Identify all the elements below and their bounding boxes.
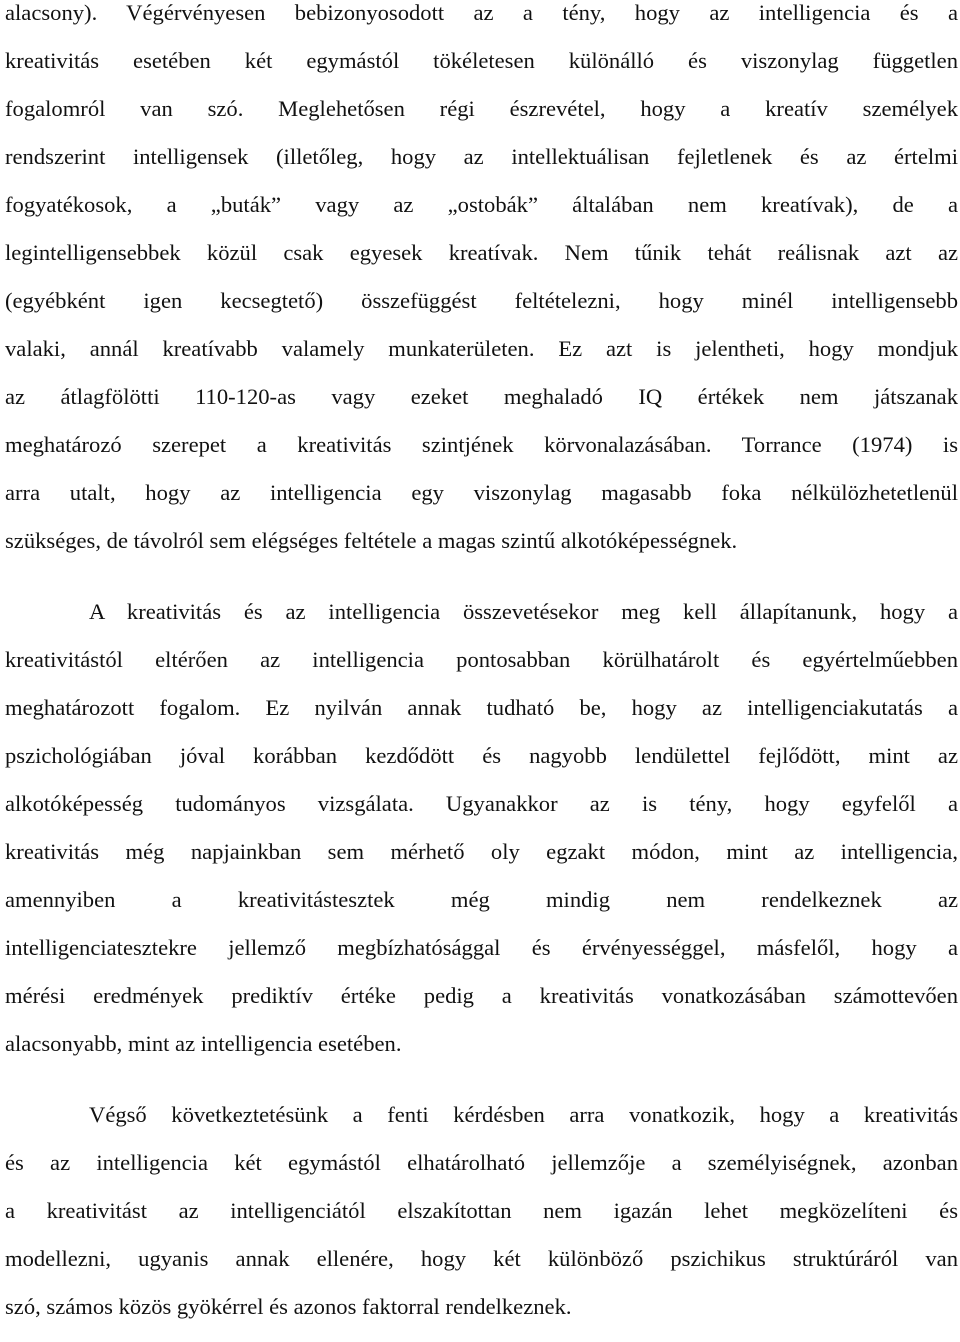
text-line: arra utalt, hogy az intelligencia egy viszonylag magasabb foka nélkülözhetetlenül: [5, 480, 958, 505]
text-line: és az intelligencia két egymástól elhatárolható jellemzője a személyiségnek, azonban: [5, 1150, 958, 1175]
text-line: intelligenciatesztekre jellemző megbízhatósággal és érvényességgel, másfelől, hogy a: [5, 935, 958, 960]
text-line: rendszerint intelligensek (illetőleg, hogy az intellektuálisan fejletlenek és az értelmi: [5, 144, 958, 169]
text-line: mérési eredmények prediktív értéke pedig a kreativitás vonatkozásában számottevően: [5, 983, 958, 1008]
text-line: A kreativitás és az intelligencia összevetésekor meg kell állapítanunk, hogy a: [89, 599, 958, 624]
text-line: valaki, annál kreatívabb valamely munkaterületen. Ez azt is jelentheti, hogy mondjuk: [5, 336, 958, 361]
text-line: meghatározó szerepet a kreativitás szintjének körvonalazásában. Torrance (1974) is: [5, 432, 958, 457]
text-line: a kreativitást az intelligenciától elszakítottan nem igazán lehet megközelíteni és: [5, 1198, 958, 1223]
text-line: amennyiben a kreativitástesztek még mindig nem rendelkeznek az: [5, 887, 958, 912]
text-line: pszichológiában jóval korábban kezdődött és nagyobb lendülettel fejlődött, mint az: [5, 743, 958, 768]
text-line: kreativitás még napjainkban sem mérhető oly egzakt módon, mint az intelligencia,: [5, 839, 958, 864]
text-line: alkotóképesség tudományos vizsgálata. Ugyanakkor az is tény, hogy egyfelől a: [5, 791, 958, 816]
text-line: az átlagfölötti 110-120-as vagy ezeket meghaladó IQ értékek nem játszanak: [5, 384, 958, 409]
paragraph-3: [5, 1102, 958, 1342]
document-page: [5, 0, 958, 1342]
text-line: alacsony). Végérvényesen bebizonyosodott az a tény, hogy az intelligencia és a: [5, 0, 958, 25]
text-line: kreativitástól eltérően az intelligencia pontosabban körülhatárolt és egyértelműebben: [5, 647, 958, 672]
text-line: alacsonyabb, mint az intelligencia esetében.: [5, 1031, 402, 1056]
text-line: szükséges, de távolról sem elégséges feltétele a magas szintű alkotóképességnek.: [5, 528, 738, 553]
paragraph-spacer: [5, 1079, 958, 1102]
paragraph-1: [5, 0, 958, 576]
text-line: legintelligensebbek közül csak egyesek kreatívak. Nem tűnik tehát reálisnak azt az: [5, 240, 958, 265]
text-line: fogalomról van szó. Meglehetősen régi észrevétel, hogy a kreatív személyek: [5, 96, 958, 121]
text-line: modellezni, ugyanis annak ellenére, hogy két különböző pszichikus struktúráról van: [5, 1246, 958, 1271]
text-line: meghatározott fogalom. Ez nyilván annak tudható be, hogy az intelligenciakutatás a: [5, 695, 958, 720]
text-line: (egyébként igen kecsegtető) összefüggést feltételezni, hogy minél intelligensebb: [5, 288, 958, 313]
paragraph-2: [5, 599, 958, 1079]
text-line: Végső következtetésünk a fenti kérdésben arra vonatkozik, hogy a kreativitás: [89, 1102, 958, 1127]
text-line: kreativitás esetében két egymástól tökéletesen különálló és viszonylag független: [5, 48, 958, 73]
paragraph-spacer: [5, 576, 958, 599]
text-line: fogyatékosok, a „buták” vagy az „ostobák” általában nem kreatívak), de a: [5, 192, 958, 217]
text-line: szó, számos közös gyökérrel és azonos faktorral rendelkeznek.: [5, 1294, 572, 1319]
